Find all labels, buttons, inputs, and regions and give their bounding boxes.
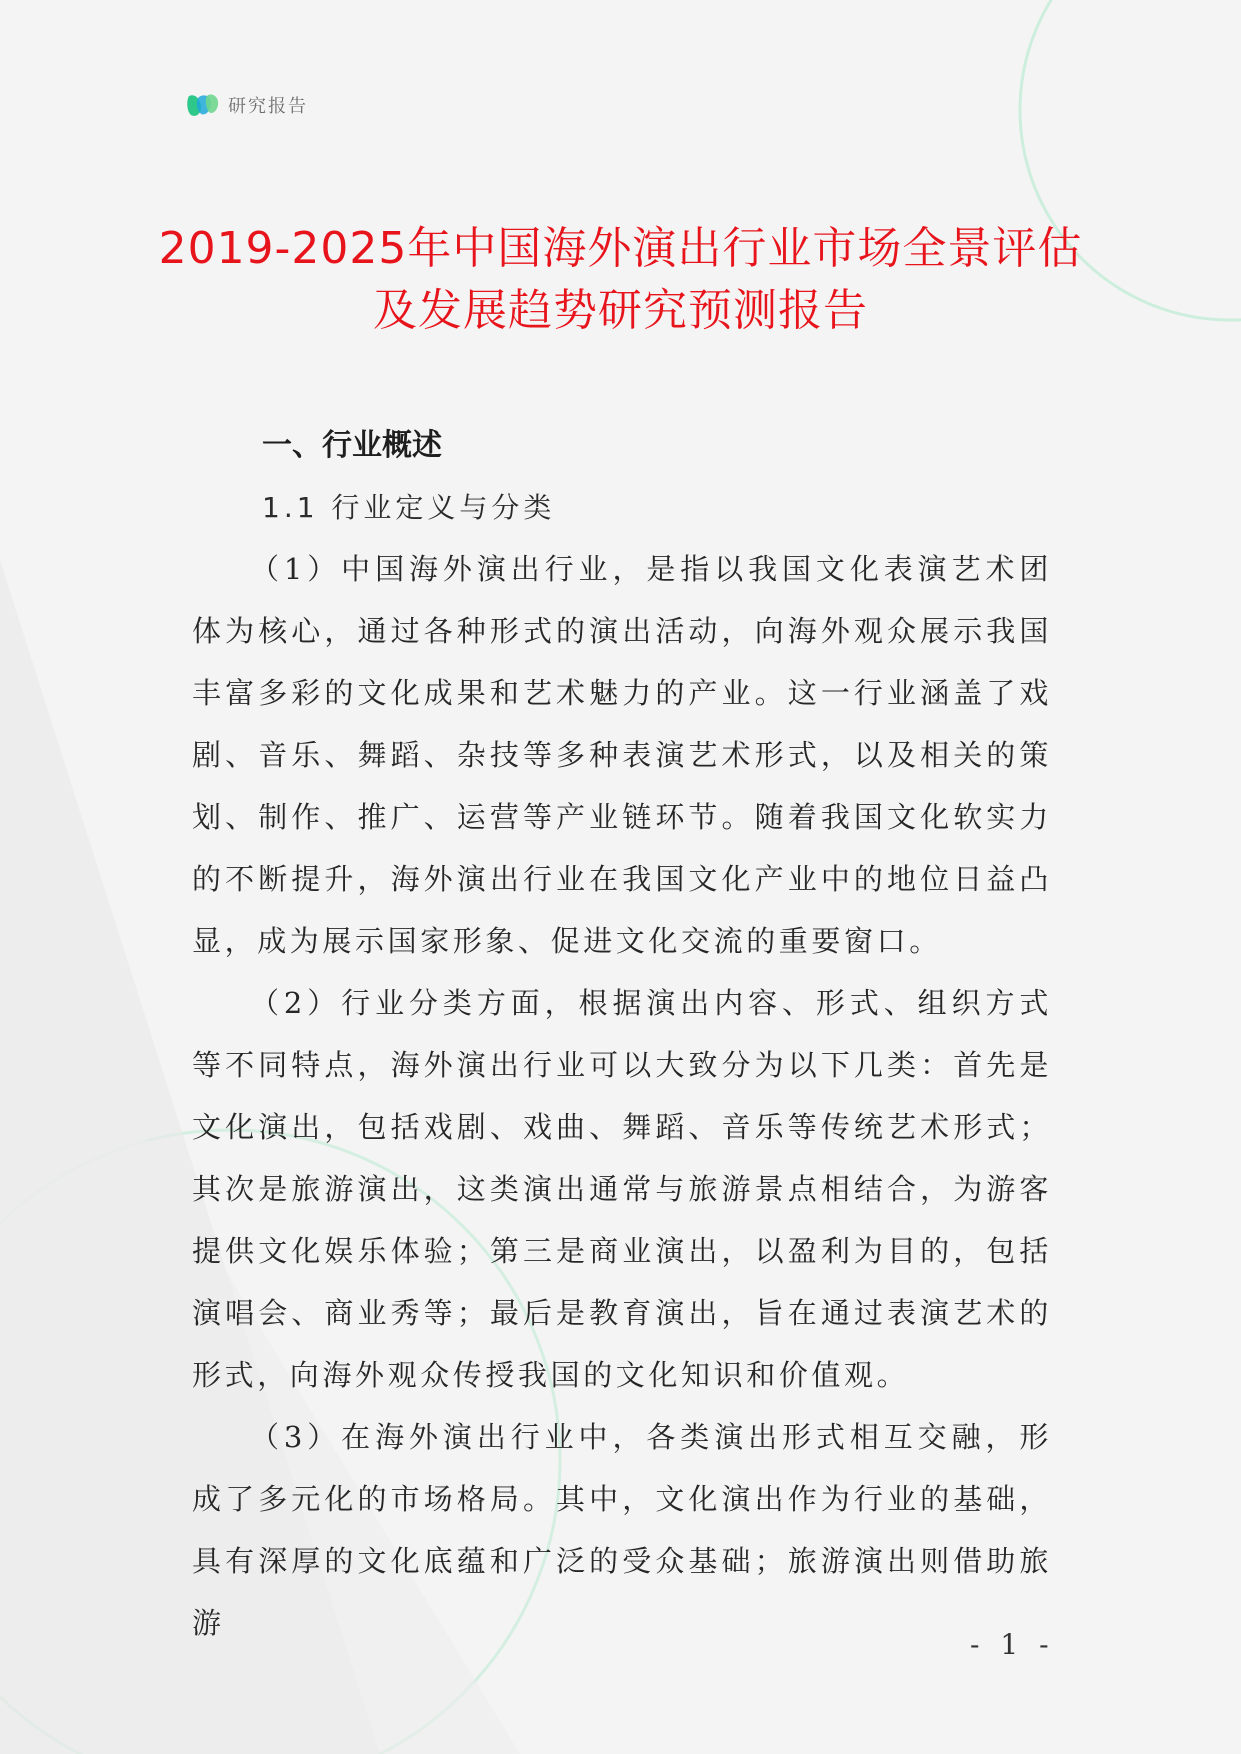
- paragraph: （3）在海外演出行业中，各类演出形式相互交融，形成了多元化的市场格局。其中，文化演出作为行业的基础，具有深厚的文化底蕴和广泛的受众基础；旅游演出则借助旅游: [192, 1420, 1052, 1640]
- page-number: - 1 -: [970, 1628, 1055, 1661]
- paragraph: （1）中国海外演出行业，是指以我国文化表演艺术团体为核心，通过各种形式的演出活动，向海外观众展示我国丰富多彩的文化成果和艺术魅力的产业。这一行业涵盖了戏剧、音乐、舞蹈、杂技等多种表演艺术形式，以及相关的策划、制作、推广、运营等产业链环节。随着我国文化软实力的不断提升，海外演出行业在我国文化产业中的地位日益凸显，成为展示国家形象、促进文化交流的重要窗口。: [192, 552, 1052, 958]
- section-heading: 一、行业概述: [262, 428, 442, 463]
- header-label: 研究报告: [228, 96, 308, 117]
- page-header: [186, 88, 308, 122]
- report-title: 2019-2025年中国海外演出行业市场全景评估及发展趋势研究预测报告: [158, 223, 1083, 336]
- paragraph: （2）行业分类方面，根据演出内容、形式、组织方式等不同特点，海外演出行业可以大致分为以下几类：首先是文化演出，包括戏剧、戏曲、舞蹈、音乐等传统艺术形式；其次是旅游演出，这类演出通常与旅游景点相结合，为游客提供文化娱乐体验；第三是商业演出，以盈利为目的，包括演唱会、商业秀等；最后是教育演出，旨在通过表演艺术的形式，向海外观众传授我国的文化知识和价值观。: [192, 986, 1052, 1392]
- subsection-heading: 1.1 行业定义与分类: [262, 491, 556, 524]
- brand-logo-icon: [186, 88, 220, 122]
- body-text: [192, 538, 1052, 1654]
